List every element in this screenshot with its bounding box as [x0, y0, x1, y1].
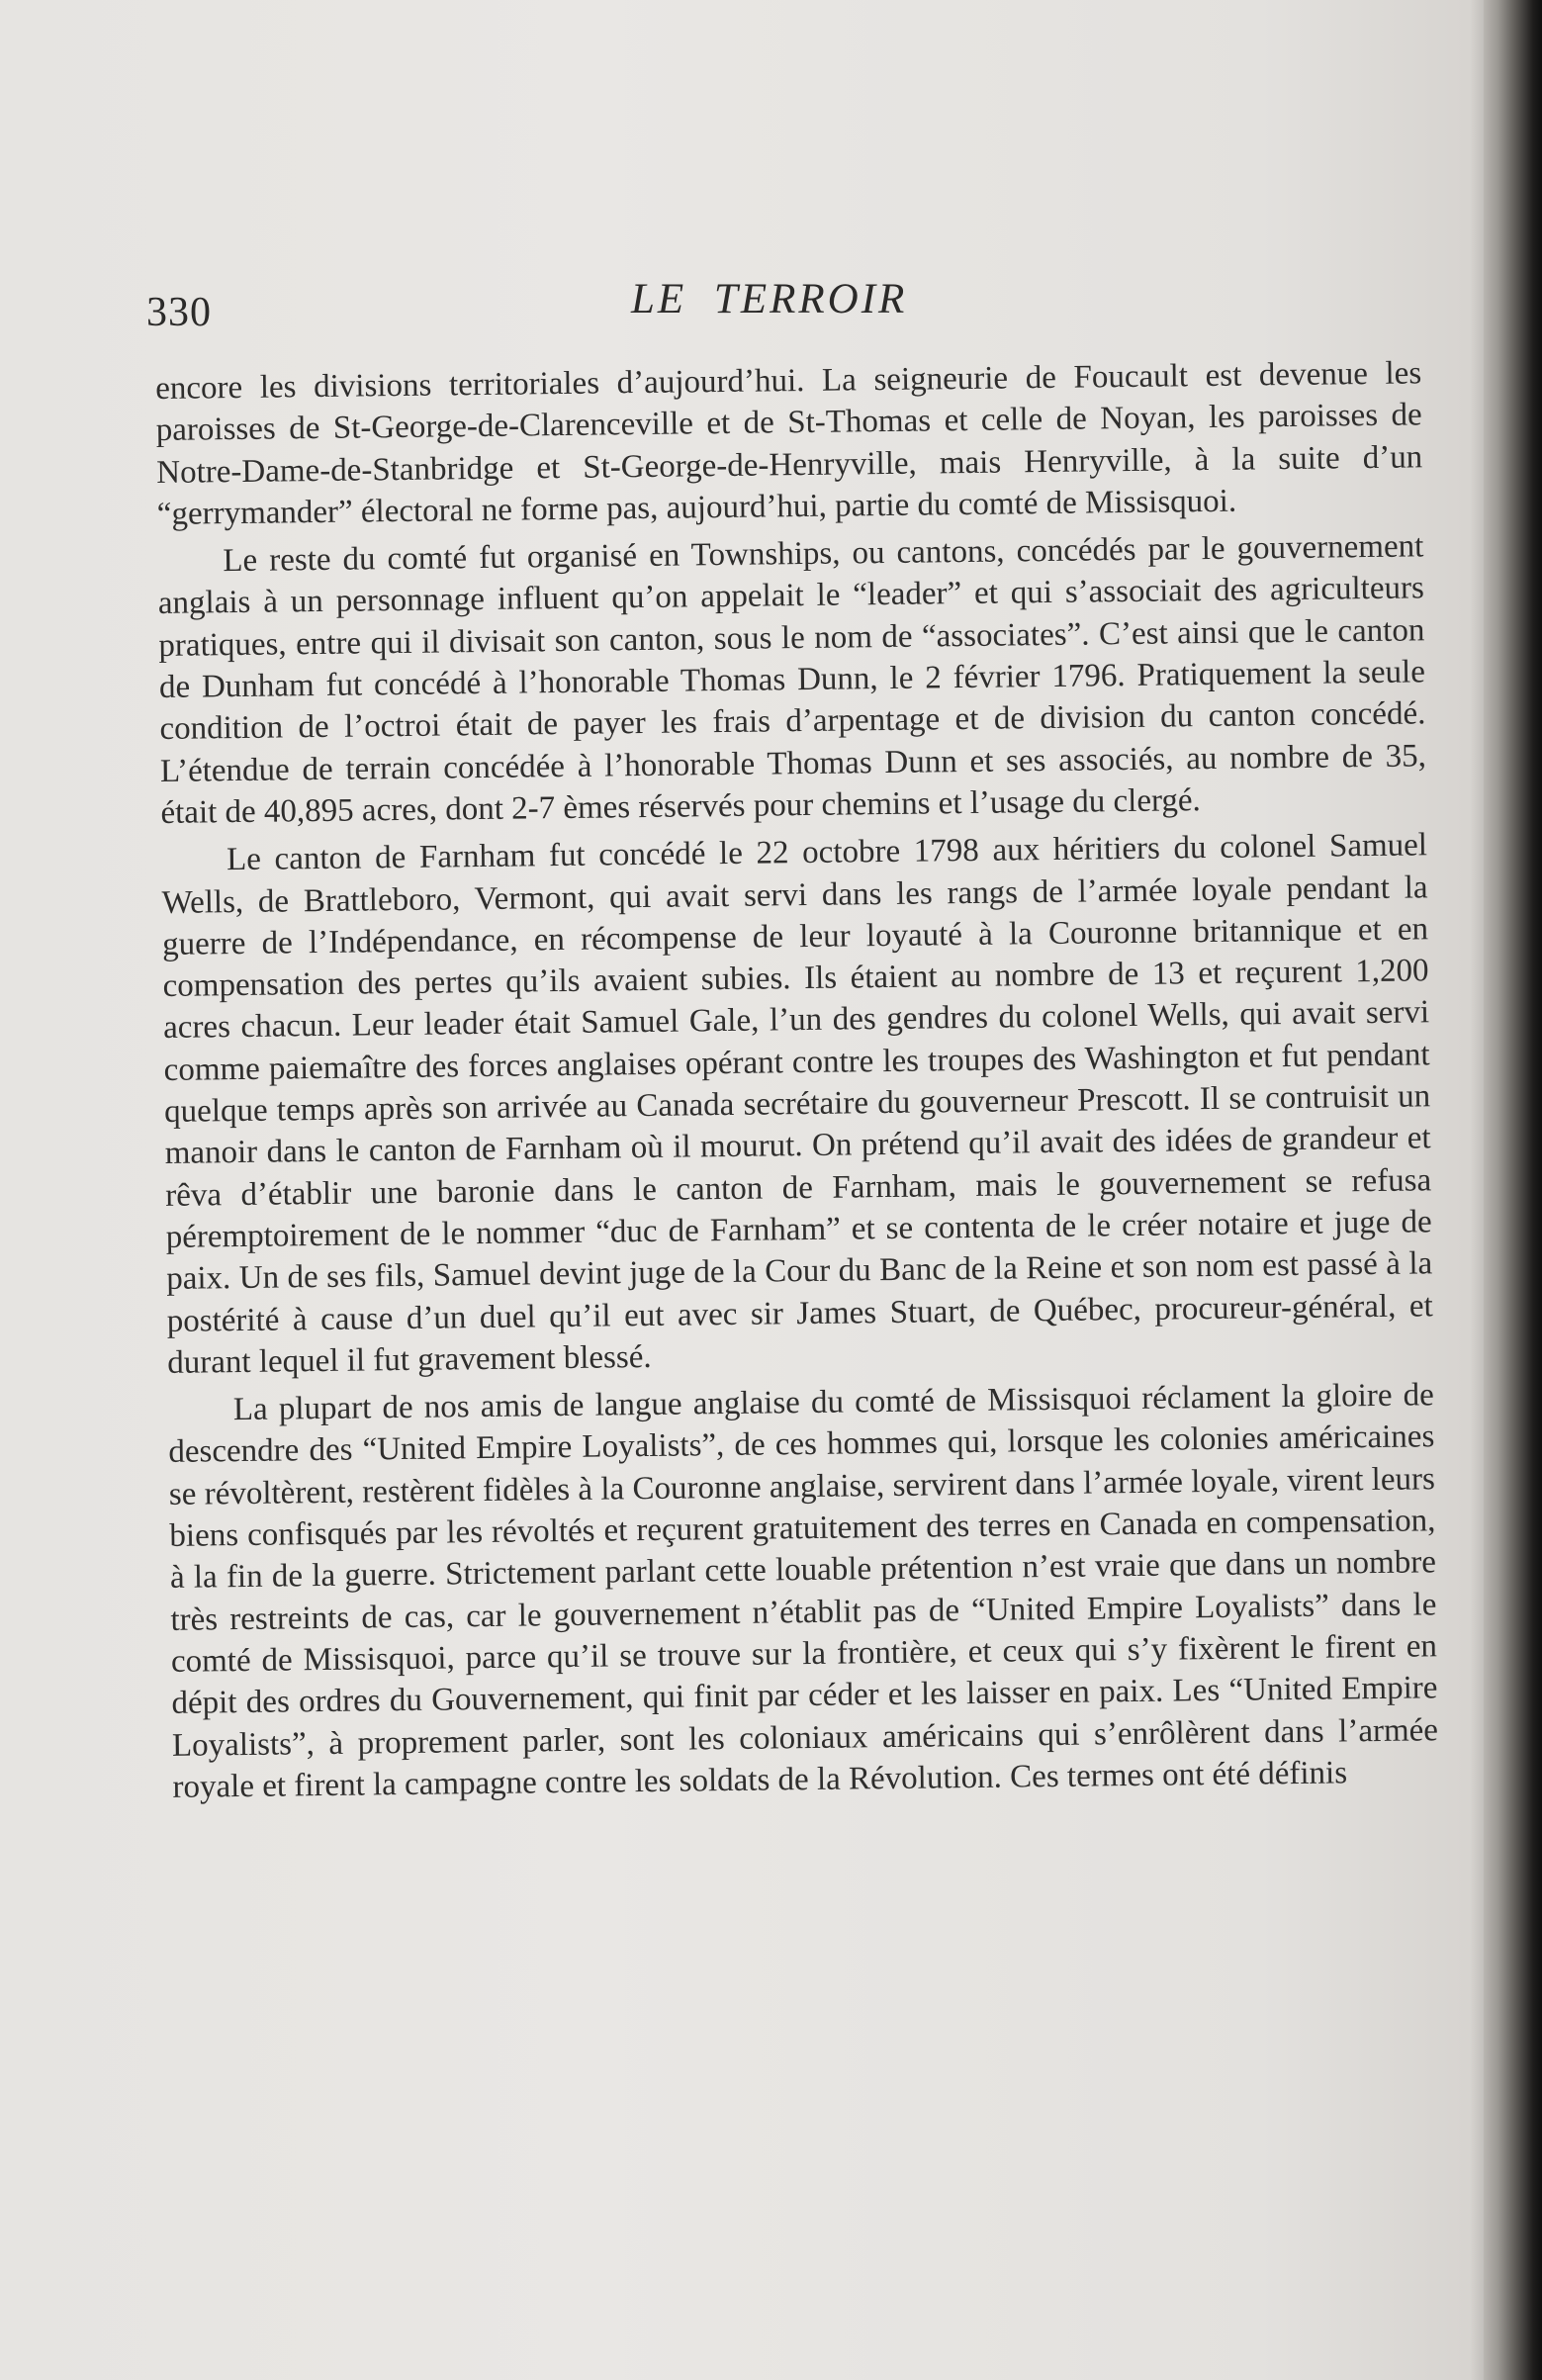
page-header	[146, 267, 1422, 336]
paragraph-1: encore les divisions territoriales d’aujourd’hui. La seigneurie de Foucault est devenue les paroisses de St-George-de-Clarenceville et de St-Thomas et celle de Noyan, les paroisses de Notre-Dame-de-Stanbridge et St-George-de-Henryville, mais Henryville, à la suite d’un “gerrymander” électoral ne forme pas, aujourd’hui, partie du comté de Missisquoi.	[155, 355, 1423, 532]
body-text	[155, 352, 1439, 1808]
paragraph-3: Le canton de Farnham fut concédé le 22 octobre 1798 aux héritiers du colonel Samuel Wells, de Brattleboro, Vermont, qui avait servi dans les rangs de l’armée loyale pendant la guerre de l’Indépendance, en récompense de leur loyauté à la Couronne britannique et en compensation des pertes qu’ils avaient subies. Ils étaient au nombre de 13 et reçurent 1,200 acres chacun. Leur leader était Samuel Gale, l’un des gendres du colonel Wells, qui avait servi comme paiemaître des forces anglaises opérant contre les troupes des Washington et fut pendant quelque temps après son arrivée au Canada secrétaire du gouverneur Prescott. Il se contruisit un manoir dans le canton de Farnham où il mourut. On prétend qu’il avait des idées de grandeur et rêva d’établir une baronie dans le canton de Farnham, mais le gouvernement se refusa péremptoirement de le nommer “duc de Farnham” et se contenta de le créer notaire et juge de paix. Un de ses fils, Samuel devint juge de la Cour du Banc de la Reine et son nom est passé à la postérité à cause d’un duel qu’il eut avec sir James Stuart, de Québec, procureur-général, et durant lequel il fut gravement blessé.	[161, 827, 1433, 1381]
book-binding-edge	[1484, 0, 1542, 2380]
paragraph-2: Le reste du comté fut organisé en Townships, ou cantons, concédés par le gouvernement anglais à un personnage influent qu’on appelait le “leader” et qui s’associait des agriculteurs pratiques, entre qui il divisait son canton, sous le nom de “associates”. C’est ainsi que le canton de Dunham fut concédé à l’honorable Thomas Dunn, le 2 février 1796. Pratiquement la seule condition de l’octroi était de payer les frais d’arpentage et de division du canton concédé. L’étendue de terrain concédée à l’honorable Thomas Dunn et ses associés, au nombre de 35, était de 40,895 acres, dont 2-7 èmes réservés pour chemins et l’usage du clergé.	[157, 528, 1427, 831]
paragraph-4: La plupart de nos amis de langue anglaise du comté de Missisquoi réclament la gloire de descendre des “United Empire Loyalists”, de ces hommes qui, lorsque les colonies américaines se révoltèrent, restèrent fidèles à la Couronne anglaise, servirent dans l’armée loyale, virent leurs biens confisqués par les révoltés et reçurent gratuitement des terres en Canada en compensation, à la fin de la guerre. Strictement parlant cette louable prétention n’est vraie que dans un nombre très restreints de cas, car le gouvernement n’établit pas de “United Empire Loyalists” dans le comté de Missisquoi, parce qu’il se trouve sur la frontière, et ceux qui s’y fixèrent le firent en dépit des ordres du Gouvernement, qui finit par céder et les laisser en paix. Les “United Empire Loyalists”, à proprement parler, sont les coloniaux américains qui s’enrôlèrent dans l’armée royale et firent la campagne contre les soldats de la Révolution. Ces termes ont été définis	[168, 1377, 1439, 1805]
page-number: 330	[146, 290, 212, 335]
running-title: LE TERROIR	[631, 276, 908, 322]
